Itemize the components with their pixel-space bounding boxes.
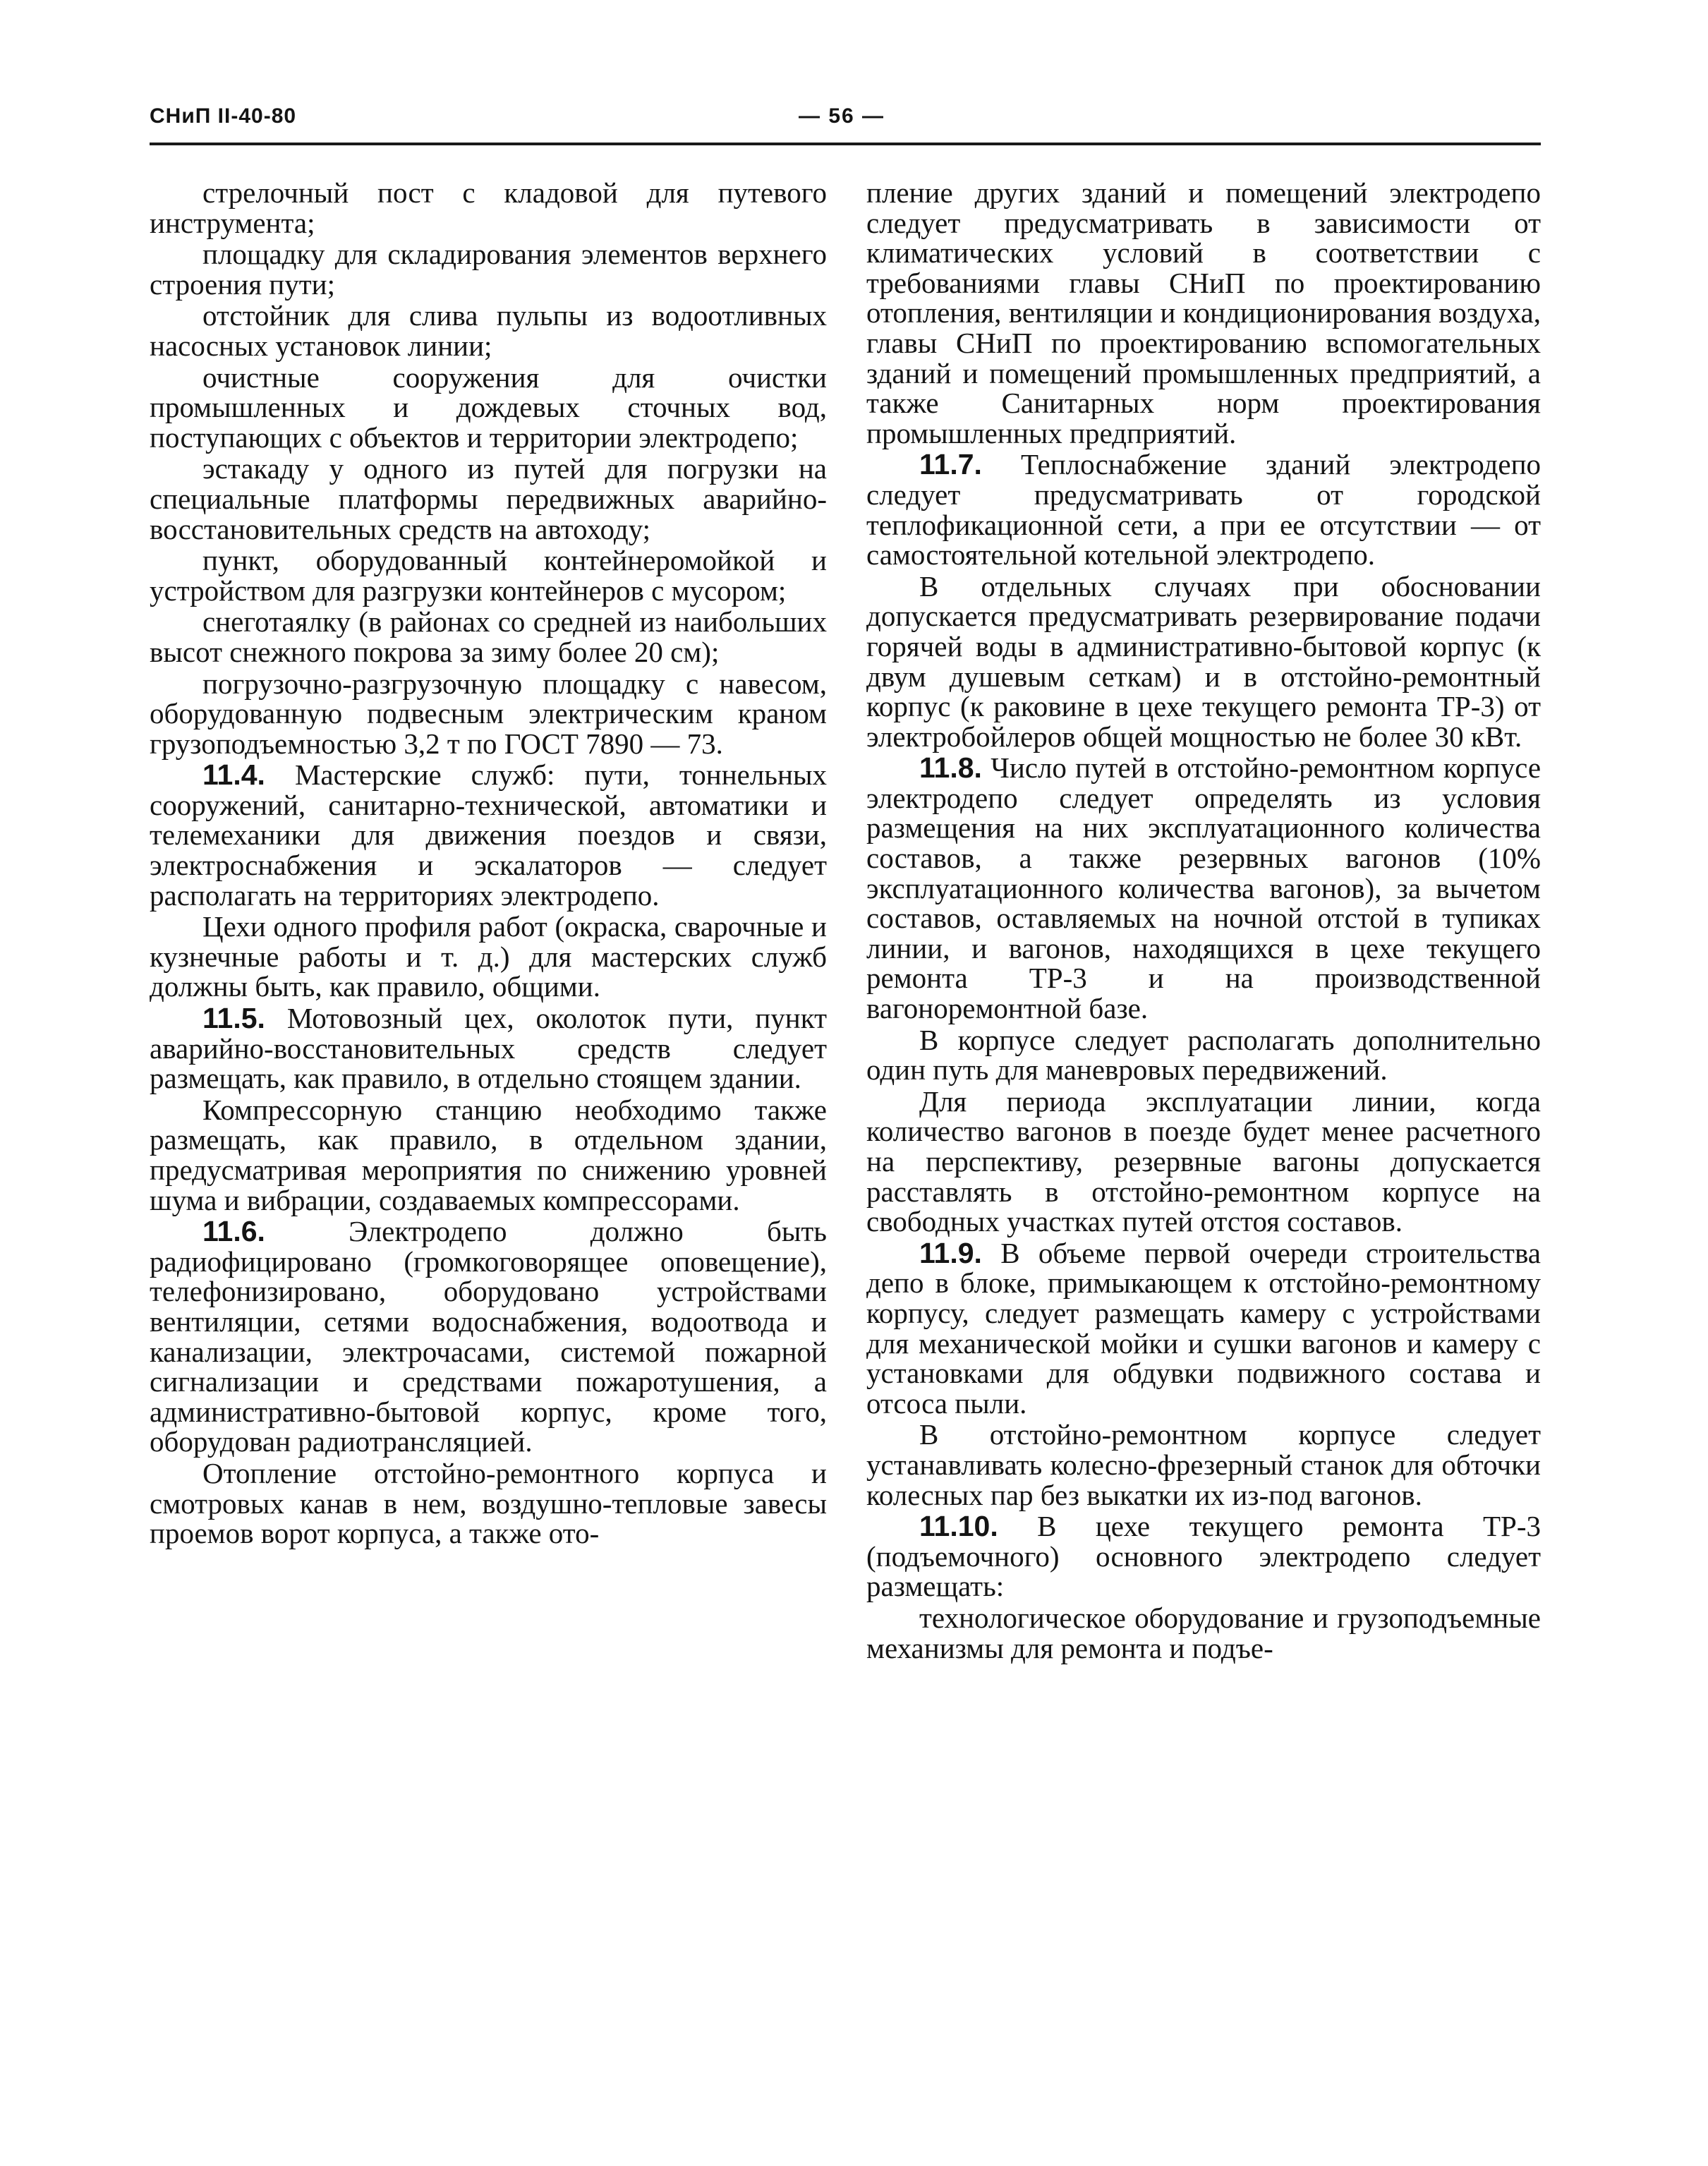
paragraph xyxy=(866,1603,1541,1663)
paragraph-text: В объеме первой очереди строительства депо в блоке, примыкающем к отстойно-ремонтному корпусу, следует размещать камеру с устройствами для механической мойки и сушки вагонов и камеру с установками для обдувки подвижного состава и отсоса пыли. xyxy=(866,1236,1541,1420)
page-header xyxy=(150,104,1541,141)
paragraph xyxy=(150,363,827,453)
section-number: 11.8. xyxy=(919,751,982,785)
paragraph-text: стрелочный пост с кладовой для путевого инструмента; xyxy=(150,176,827,239)
paragraph xyxy=(866,1511,1541,1602)
paragraph xyxy=(150,1003,827,1094)
paragraph-text: Отопление отстойно-ремонтного корпуса и смотровых канав в нем, воздушно-тепловые завесы проемов ворот корпуса, а также ото- xyxy=(150,1456,827,1550)
section-number: 11.5. xyxy=(202,1002,265,1035)
paragraph-text: В отстойно-ремонтном корпусе следует устанавливать колесно-фрезерный станок для обточки колесных пар без выкатки их из-под вагонов. xyxy=(866,1418,1541,1511)
paragraph xyxy=(866,1025,1541,1085)
paragraph xyxy=(150,1095,827,1215)
paragraph xyxy=(866,571,1541,752)
paragraph xyxy=(150,669,827,759)
paragraph xyxy=(150,1216,827,1457)
paragraph xyxy=(150,301,827,361)
section-number: 11.4. xyxy=(202,758,265,792)
section-number: 11.6. xyxy=(202,1215,265,1248)
paragraph-text: погрузочно-разгрузочную площадку с навесом, оборудованную подвесным электрическим краном грузоподъемностью 3,2 т по ГОСТ 7890 — 73. xyxy=(150,667,827,760)
paragraph xyxy=(150,1458,827,1549)
header-rule xyxy=(150,143,1541,145)
paragraph-text: Число путей в отстойно-ремонтном корпусе электродепо следует определять из условия размещения на них эксплуатационного количества составов, а также резервных вагонов (10% эксплуатационного количества вагонов), за вычетом составов, оставляемых на ночной отстой в тупиках линии, и вагонов, находящихся в цехе текущего ремонта ТР-3 и на производственной вагоноремонтной базе. xyxy=(866,751,1542,1025)
paragraph-text: В цехе текущего ремонта ТР-3 (подъемочного) основного электродепо следует размещать: xyxy=(866,1510,1542,1603)
paragraph-text: Для периода эксплуатации линии, когда количество вагонов в поезде будет менее расчетного на перспективу, резервные вагоны допускается расставлять в отстойно-ремонтном корпусе на свободных участках путей отстоя составов. xyxy=(866,1084,1541,1238)
paragraph xyxy=(866,1084,1541,1238)
paragraph xyxy=(866,1420,1541,1510)
page-number: — 56 — xyxy=(799,104,885,128)
paragraph xyxy=(150,545,827,605)
paragraph xyxy=(150,239,827,299)
section-number: 11.7. xyxy=(919,448,982,481)
paragraph xyxy=(866,1238,1541,1419)
paragraph-text: Цехи одного профиля работ (окраска, сварочные и кузнечные работы и т. д.) для мастерских служб должны быть, как правило, общими. xyxy=(150,910,827,1003)
paragraph-text: отстойник для слива пульпы из водоотливных насосных установок линии; xyxy=(150,299,827,362)
paragraph-text: Электродепо должно быть радиофицировано (громкоговорящее оповещение), телефонизировано, оборудовано устройствами вентиляции, сетями водоснабжения, водоотвода и канализации, электрочасами, системой пожарной сигнализации и средствами пожаротушения, а административно-бытовой корпус, кроме того, оборудован радиотрансляцией. xyxy=(150,1215,828,1458)
paragraph-text: технологическое оборудование и грузоподъемные механизмы для ремонта и подъе- xyxy=(866,1601,1541,1664)
paragraph xyxy=(150,760,827,910)
paragraph xyxy=(150,178,827,238)
paragraph-text: Компрессорную станцию необходимо также размещать, как правило, в отдельном здании, предусматривая мероприятия по снижению уровней шума и вибрации, создаваемых компрессорами. xyxy=(150,1093,827,1216)
paragraph-text: пление других зданий и помещений электродепо следует предусматривать в зависимости от климатических условий в соответствии с требованиями главы СНиП по проектированию отопления, вентиляции и кондиционирования воздуха, главы СНиП по проектированию вспомогательных зданий и помещений промышленных предприятий, а также Санитарных норм проектирования промышленных предприятий. xyxy=(866,176,1541,449)
paragraph-text: Теплоснабжение зданий электродепо следует предусматривать от городской теплофикационной сети, а при ее отсутствии — от самостоятельной котельной электродепо. xyxy=(866,448,1542,571)
paragraph xyxy=(866,449,1541,569)
section-number: 11.10. xyxy=(919,1510,998,1543)
paragraph-text: эстакаду у одного из путей для погрузки на специальные платформы передвижных аварийно-восстановительных средств на автоходу; xyxy=(150,452,827,545)
left-column xyxy=(150,178,827,1549)
paragraph-text: площадку для складирования элементов верхнего строения пути; xyxy=(150,238,827,301)
paragraph-text: очистные сооружения для очистки промышленных и дождевых сточных вод, поступающих с объектов и территории электродепо; xyxy=(150,361,827,454)
paragraph-text: Мастерские служб: пути, тоннельных сооружений, санитарно-технической, автоматики и телемеханики для движения поездов и связи, электроснабжения и эскалаторов — следует располагать на территориях электродепо. xyxy=(150,758,827,912)
paragraph-text: снеготаялку (в районах со средней из наибольших высот снежного покрова за зиму более 20 см); xyxy=(150,605,827,668)
paragraph xyxy=(866,753,1541,1023)
document-code: СНиП II-40-80 xyxy=(150,104,297,128)
paragraph-text: В отдельных случаях при обосновании допускается предусматривать резервирование подачи горячей воды в административно-бытовой корпус (к двум душевым сеткам) и в отстойно-ремонтный корпус (к раковине в цехе текущего ремонта ТР-3) от электробойлеров общей мощностью не более 30 кВт. xyxy=(866,569,1541,753)
section-number: 11.9. xyxy=(919,1236,982,1269)
right-column xyxy=(866,178,1541,1663)
paragraph xyxy=(150,912,827,1002)
paragraph xyxy=(866,178,1541,448)
paragraph-text: В корпусе следует располагать дополнительно один путь для маневровых передвижений. xyxy=(866,1023,1541,1087)
paragraph xyxy=(150,454,827,544)
paragraph-text: пункт, оборудованный контейнеромойкой и устройством для разгрузки контейнеров с мусором; xyxy=(150,544,827,607)
paragraph-text: Мотовозный цех, околоток пути, пункт аварийно-восстановительных средств следует размещать, как правило, в отдельно стоящем здании. xyxy=(150,1002,827,1095)
paragraph xyxy=(150,607,827,667)
